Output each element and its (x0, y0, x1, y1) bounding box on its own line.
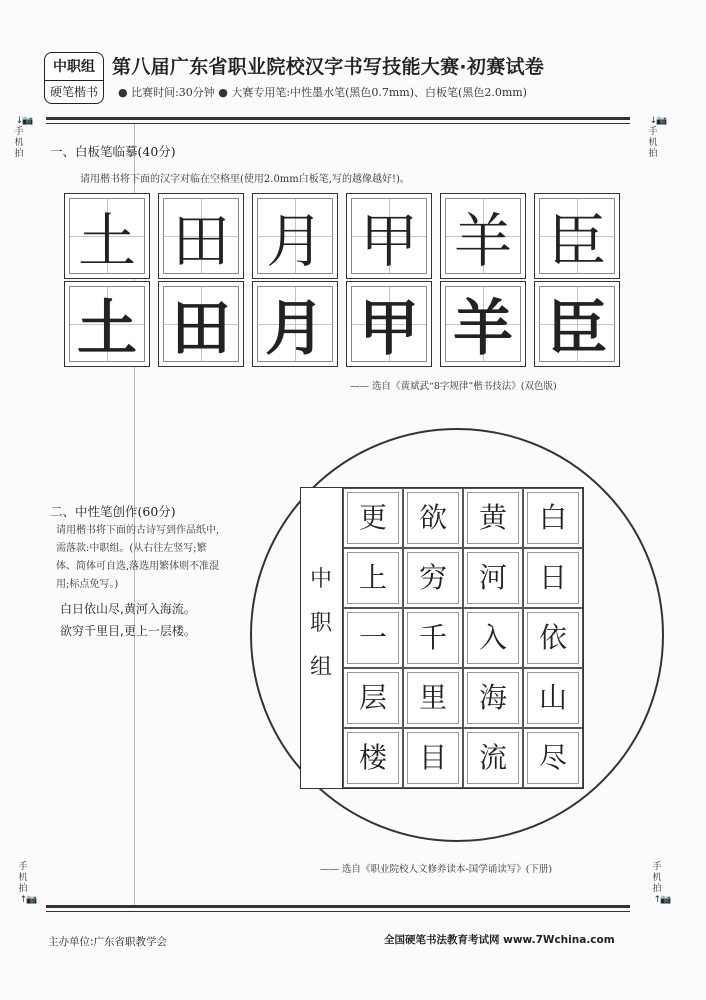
footer-divider (46, 905, 630, 912)
section1-instruction: 请用楷书将下面的汉字对临在空格里(使用2.0mm白板笔,写的越像越好!)。 (80, 174, 410, 185)
poem-grid-cell: 目 (403, 728, 463, 788)
model-char: 臣 (547, 207, 606, 275)
side-label-char: 手 (652, 862, 662, 872)
badge-style-label: 硬笔楷书 (49, 85, 98, 99)
practice-char: 土 (77, 294, 137, 364)
practice-char-cell[interactable] (252, 281, 338, 367)
poem-grid-cell: 一 (343, 608, 403, 668)
model-char: 羊 (453, 207, 512, 275)
side-label-char: 手 (14, 127, 24, 137)
practice-char-cell[interactable] (440, 281, 526, 367)
camera-icon: ↑📷 (653, 895, 671, 905)
badge-group-label: 中职组 (45, 53, 103, 81)
poem-grid-cell: 尽 (523, 728, 583, 788)
side-label-char: 拍 (648, 149, 658, 159)
camera-icon: ↑📷 (19, 895, 37, 905)
website-text: 全国硬笔书法教育考试网 www.7Wchina.com (384, 934, 615, 946)
page-title: 第八届广东省职业院校汉字书写技能大赛·初赛试卷 (112, 56, 545, 78)
signature (301, 558, 341, 690)
side-label-char: 拍 (652, 884, 662, 894)
camera-marker-bottom-left (16, 862, 37, 906)
camera-marker-bottom-right (650, 862, 671, 906)
poem-text (60, 598, 196, 642)
model-char: 土 (77, 207, 136, 275)
signature-column (300, 487, 342, 789)
section1-source: —— 选自《黄斌武“8字规律”楷书技法》(双色版) (350, 381, 557, 392)
poem-grid-cell: 海 (463, 668, 523, 728)
practice-char: 月 (265, 294, 325, 364)
practice-char: 臣 (547, 294, 607, 364)
section1-heading: 一、白板笔临摹(40分) (50, 144, 176, 159)
category-badge (44, 52, 104, 104)
side-label-char: 机 (652, 873, 662, 883)
poem-writing-grid (342, 487, 584, 789)
header-divider (46, 117, 630, 124)
section2-heading: 二、中性笔创作(60分) (50, 504, 176, 519)
practice-char-cell[interactable] (158, 281, 244, 367)
model-char-cell (158, 193, 244, 279)
model-char: 田 (171, 207, 230, 275)
practice-char-cell[interactable] (64, 281, 150, 367)
poem-grid-cell: 上 (343, 548, 403, 608)
signature-char: 组 (309, 655, 332, 680)
poem-grid-cell: 山 (523, 668, 583, 728)
camera-marker-top-left (12, 116, 33, 160)
model-char-cell (346, 193, 432, 279)
poem-grid-cell: 楼 (343, 728, 403, 788)
poem-grid-cell: 里 (403, 668, 463, 728)
poem-grid-cell: 河 (463, 548, 523, 608)
side-label-char: 拍 (18, 884, 28, 894)
poem-grid-cell: 白 (523, 488, 583, 548)
side-label-char: 手 (18, 862, 28, 872)
side-label-char: 拍 (14, 149, 24, 159)
practice-char: 甲 (359, 294, 419, 364)
organizer-text: 主办单位:广东省职教学会 (48, 936, 168, 948)
model-char: 月 (265, 207, 324, 275)
poem-grid-cell: 更 (343, 488, 403, 548)
practice-char: 羊 (453, 294, 513, 364)
section2-source: —— 选自《职业院校人文修养读本-国学诵读写》(下册) (320, 864, 553, 875)
model-char-cell (64, 193, 150, 279)
poem-line: 白日依山尽,黄河入海流。 (60, 602, 196, 616)
page-subtitle: ● 比赛时间:30分钟 ● 大赛专用笔:中性墨水笔(黑色0.7mm)、白板笔(黑色2.0mm) (118, 86, 527, 99)
side-label-char: 机 (648, 138, 658, 148)
camera-icon: ↓📷 (15, 116, 33, 126)
model-char-cell (534, 193, 620, 279)
poem-grid-cell: 日 (523, 548, 583, 608)
practice-char-cell[interactable] (534, 281, 620, 367)
poem-grid-cell: 层 (343, 668, 403, 728)
side-label-char: 机 (14, 138, 24, 148)
poem-line: 欲穷千里目,更上一层楼。 (60, 624, 196, 638)
poem-grid-cell: 千 (403, 608, 463, 668)
poem-grid-cell: 欲 (403, 488, 463, 548)
model-char-cell (252, 193, 338, 279)
practice-char: 田 (171, 294, 231, 364)
section2-instruction: 请用楷书将下面的古诗写到作品纸中,需落款:中职组。(从右往左竖写;繁体、简体可自选,落选用繁体则不准混用;标点免写。) (56, 525, 220, 590)
copy-model-row (64, 193, 620, 281)
poem-grid-cell: 入 (463, 608, 523, 668)
copy-practice-row (64, 281, 620, 369)
model-char: 甲 (359, 207, 418, 275)
model-char-cell (440, 193, 526, 279)
poem-grid-cell: 流 (463, 728, 523, 788)
signature-char: 职 (309, 611, 332, 636)
camera-icon: ↓📷 (649, 116, 667, 126)
poem-grid-cell: 穷 (403, 548, 463, 608)
poem-grid-cell: 黄 (463, 488, 523, 548)
practice-char-cell[interactable] (346, 281, 432, 367)
side-label-char: 手 (648, 127, 658, 137)
signature-char: 中 (309, 567, 332, 592)
camera-marker-top-right (646, 116, 667, 160)
side-label-char: 机 (18, 873, 28, 883)
poem-grid-cell: 依 (523, 608, 583, 668)
